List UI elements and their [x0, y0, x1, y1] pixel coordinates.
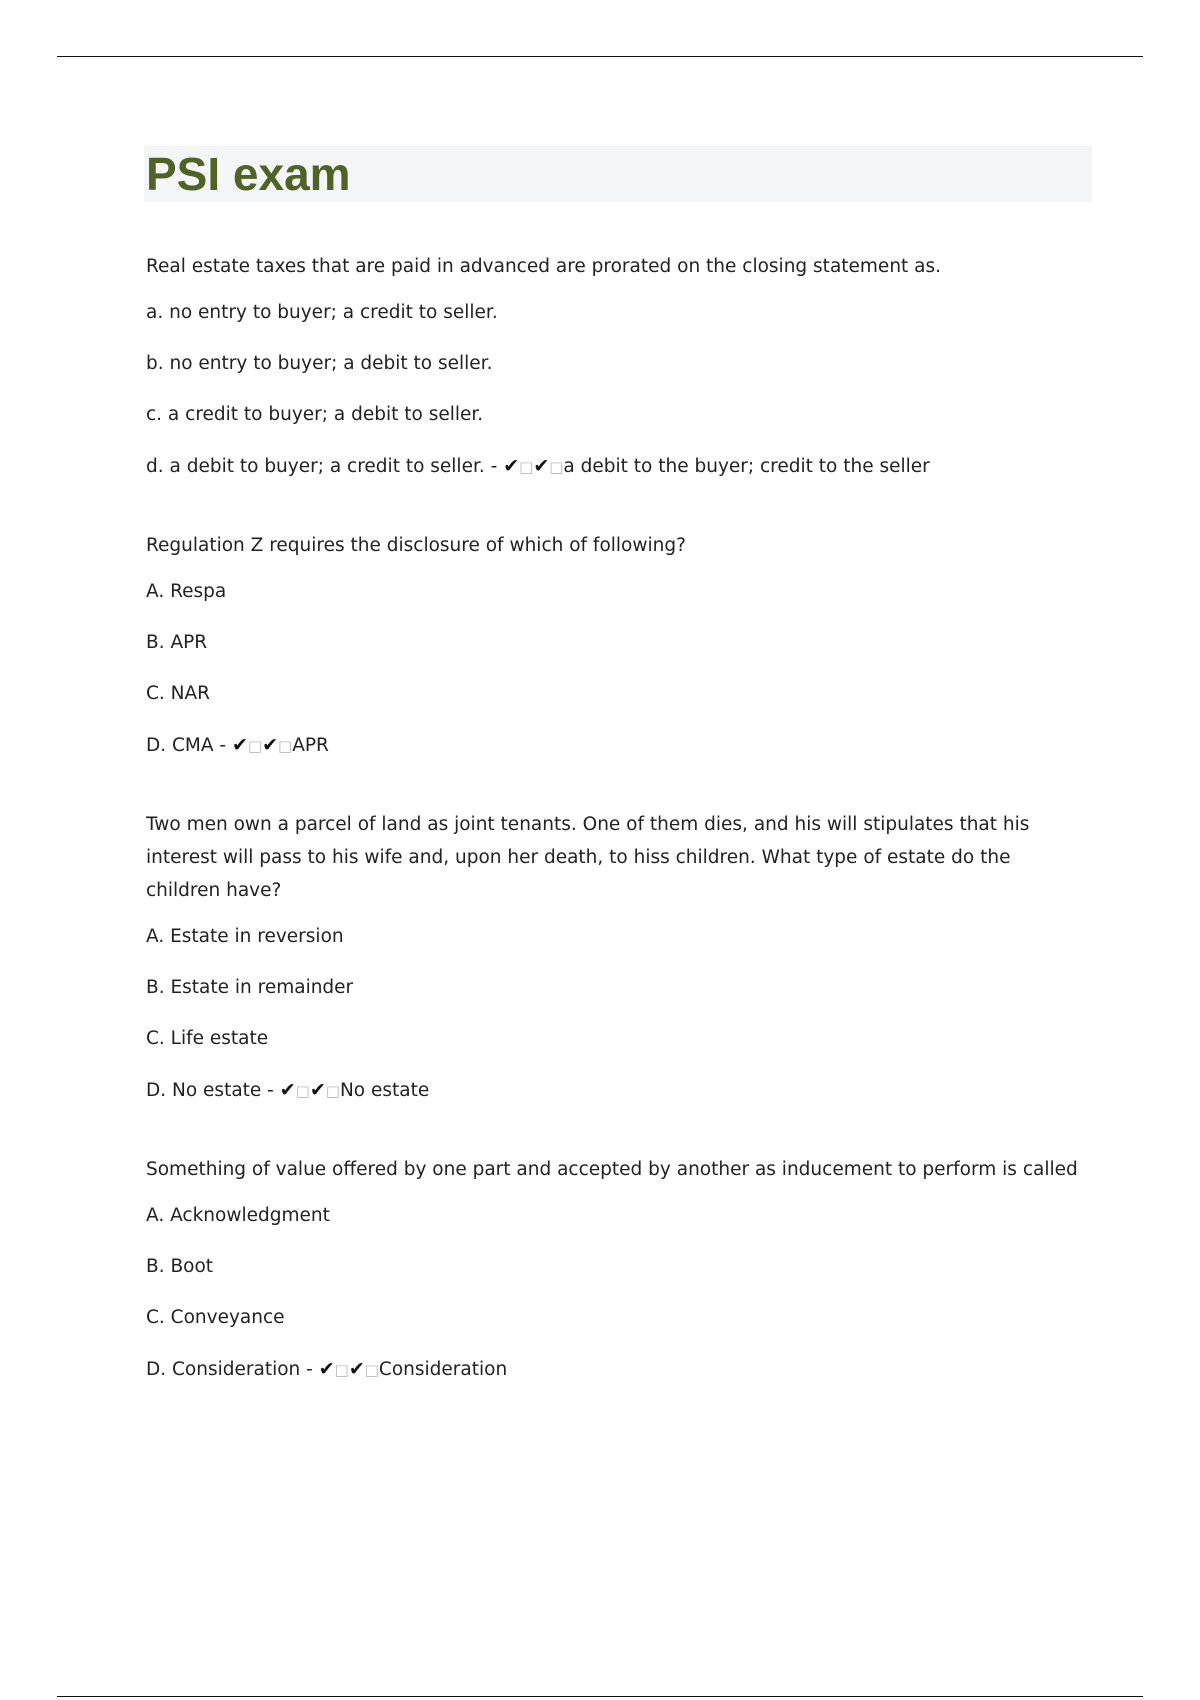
page-title: PSI exam: [146, 148, 351, 200]
option-a: A. Estate in reversion: [146, 926, 344, 947]
question-text: Real estate taxes that are paid in advanced are prorated on the closing statement as.: [146, 256, 942, 277]
option-c: C. Life estate: [146, 1028, 269, 1049]
checkmark-icon: ✔: [348, 1358, 365, 1380]
box-icon: □: [364, 1361, 379, 1379]
option-b: B. Estate in remainder: [146, 977, 354, 998]
checkmark-icon: ✔: [318, 1358, 335, 1380]
option-b: B. Boot: [146, 1256, 214, 1277]
box-icon: □: [334, 1361, 349, 1379]
question-text: Two men own a parcel of land as joint tenants. One of them dies, and his will stipulates that his interest will pass to his wife and, upon her death, to hiss children. What type of estate do the children have?: [146, 814, 1030, 901]
footer-rule: [57, 1696, 1143, 1697]
option-b: b. no entry to buyer; a debit to seller.: [146, 353, 493, 374]
option-c: C. Conveyance: [146, 1307, 285, 1328]
option-d-with-answer: [146, 1078, 1086, 1103]
option-a: A. Acknowledgment: [146, 1205, 330, 1226]
box-icon: □: [325, 1082, 340, 1100]
option-d: D. CMA -: [146, 735, 227, 756]
question-1: [146, 250, 1086, 479]
option-d: d. a debit to buyer; a credit to seller. -: [146, 456, 498, 477]
option-d-with-answer: [146, 733, 1086, 758]
answer-text: a debit to the buyer; credit to the seller: [563, 456, 930, 477]
option-a: A. Respa: [146, 581, 227, 602]
checkmark-icon: ✔: [232, 734, 248, 756]
option-d-with-answer: [146, 454, 1086, 479]
checkmark-icon: ✔: [533, 455, 550, 477]
answer-text: No estate: [339, 1080, 430, 1101]
option-c: c. a credit to buyer; a debit to seller.: [146, 404, 484, 425]
answer-text: Consideration: [378, 1359, 508, 1380]
box-icon: □: [295, 1082, 310, 1100]
checkmark-icon: ✔: [309, 1079, 326, 1101]
box-icon: □: [549, 458, 564, 476]
option-d: D. Consideration -: [146, 1359, 313, 1380]
box-icon: □: [519, 458, 534, 476]
question-4: [146, 1153, 1086, 1382]
checkmark-icon: ✔: [262, 734, 279, 756]
answer-text: APR: [292, 735, 329, 756]
question-text: Regulation Z requires the disclosure of which of following?: [146, 535, 686, 556]
question-2: [146, 529, 1086, 758]
option-a: a. no entry to buyer; a credit to seller.: [146, 302, 498, 323]
question-3: [146, 808, 1086, 1103]
option-c: C. NAR: [146, 683, 211, 704]
option-b: B. APR: [146, 632, 208, 653]
header-rule: [57, 56, 1143, 57]
box-icon: □: [278, 737, 293, 755]
checkmark-icon: ✔: [503, 455, 520, 477]
question-text: Something of value offered by one part and accepted by another as inducement to perform is called: [146, 1159, 1078, 1180]
question-list: [146, 250, 1086, 1432]
checkmark-icon: ✔: [279, 1079, 296, 1101]
box-icon: □: [247, 737, 263, 755]
option-d: D. No estate -: [146, 1080, 274, 1101]
option-d-with-answer: [146, 1357, 1086, 1382]
